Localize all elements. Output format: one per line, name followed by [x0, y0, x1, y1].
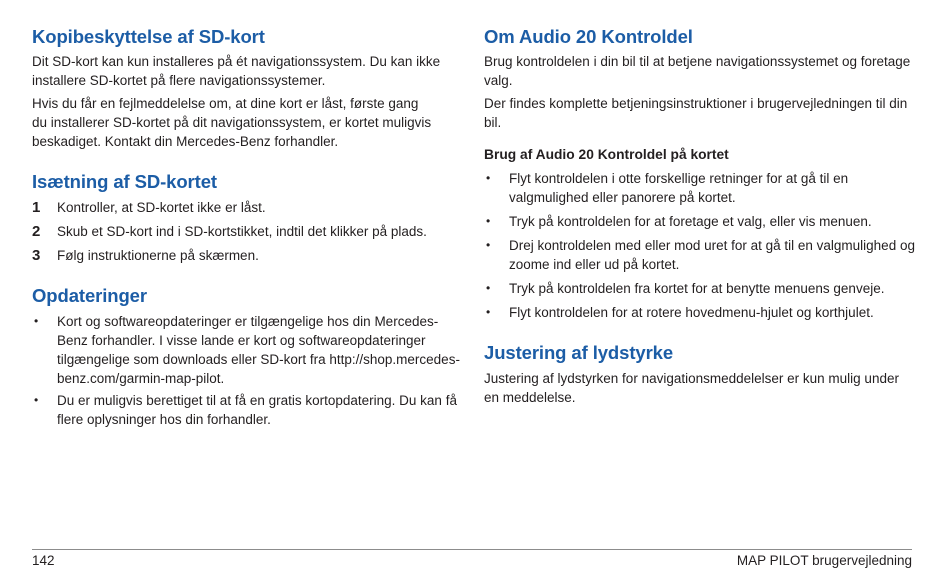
- step-number: 3: [32, 247, 41, 264]
- list-item: [486, 169, 926, 207]
- list-item-text: Tryk på kontroldelen fra kortet for at benytte menuens genveje.: [509, 281, 885, 296]
- copy-protection-paragraph-2: Hvis du får en fejlmeddelelse om, at dine kort er låst, første gang du installerer SD-kortet på dit navigationssystem, er kortet muligvis beskadiget. Kontakt din Mercedes-Benz forhandler.: [32, 96, 432, 149]
- list-item: [486, 279, 926, 298]
- list-item-text: Du er muligvis berettiget til at få en gratis kortopdatering. Du kan få flere oplysninger hos din forhandler.: [57, 393, 457, 427]
- step-text: Skub et SD-kort ind i SD-kortstikket, indtil det klikker på plads.: [57, 224, 427, 239]
- audio-control-paragraph-2: Der findes komplette betjeningsinstruktioner i brugervejledningen til din bil.: [484, 96, 908, 130]
- bullet-icon: •: [486, 238, 491, 252]
- bullet-icon: •: [486, 305, 491, 319]
- list-item: [34, 312, 472, 388]
- list-item: [486, 236, 926, 274]
- step-item: [32, 246, 472, 265]
- audio-control-paragraph-1: Brug kontroldelen i din bil til at betjene navigationssystemet og foretage valg.: [484, 54, 911, 88]
- updates-bullet-list: [34, 312, 472, 432]
- step-text: Kontroller, at SD-kortet ikke er låst.: [57, 200, 266, 215]
- list-item-text: Flyt kontroldelen i otte forskellige retninger for at gå til en valgmulighed eller panorere på kortet.: [509, 171, 849, 205]
- list-item: [486, 303, 926, 322]
- bullet-icon: •: [34, 314, 39, 328]
- heading-audio-control: Om Audio 20 Kontroldel: [484, 26, 693, 47]
- volume-paragraph: Justering af lydstyrken for navigationsmeddelelser er kun mulig under en meddelelse.: [484, 371, 899, 405]
- step-item: [32, 222, 472, 241]
- copy-protection-paragraph-1: Dit SD-kort kan kun installeres på ét navigationssystem. Du kan ikke installere SD-kortet på flere navigationssystemer.: [32, 54, 441, 88]
- step-number: 1: [32, 199, 41, 216]
- list-item-text: Flyt kontroldelen for at rotere hovedmenu-hjulet og korthjulet.: [509, 305, 874, 320]
- bullet-icon: •: [486, 214, 491, 228]
- bullet-icon: •: [486, 281, 491, 295]
- list-item-text: Drej kontroldelen med eller mod uret for at gå til en valgmulighed og zoome ind eller ud på kortet.: [509, 238, 915, 272]
- heading-sd-insertion: Isætning af SD-kortet: [32, 171, 217, 192]
- heading-copy-protection: Kopibeskyttelse af SD-kort: [32, 26, 265, 47]
- bullet-icon: •: [486, 171, 491, 185]
- list-item-text: Tryk på kontroldelen for at foretage et valg, eller vis menuen.: [509, 214, 872, 229]
- step-item: [32, 198, 472, 217]
- page-number: 142: [32, 553, 55, 568]
- footer-manual-title: MAP PILOT brugervejledning: [736, 553, 912, 568]
- heading-volume: Justering af lydstyrke: [484, 342, 674, 363]
- step-text: Følg instruktionerne på skærmen.: [57, 248, 259, 263]
- list-item-text: Kort og softwareopdateringer er tilgængelige hos din Mercedes- Benz forhandler. I visse lande er kort og softwareopdateringer tilgængelige som downloads eller SD-kort fra http://shop.mercedes- benz.com/garmin-map-pilot.: [57, 314, 460, 386]
- list-item: [34, 391, 472, 429]
- subheading-audio-control-map: Brug af Audio 20 Kontroldel på kortet: [484, 147, 729, 162]
- list-item: [486, 212, 926, 231]
- footer-divider: [32, 549, 912, 550]
- audio-control-bullet-list: [486, 169, 926, 327]
- insertion-steps: [32, 198, 472, 270]
- heading-updates: Opdateringer: [32, 285, 147, 306]
- step-number: 2: [32, 223, 41, 240]
- bullet-icon: •: [34, 393, 39, 407]
